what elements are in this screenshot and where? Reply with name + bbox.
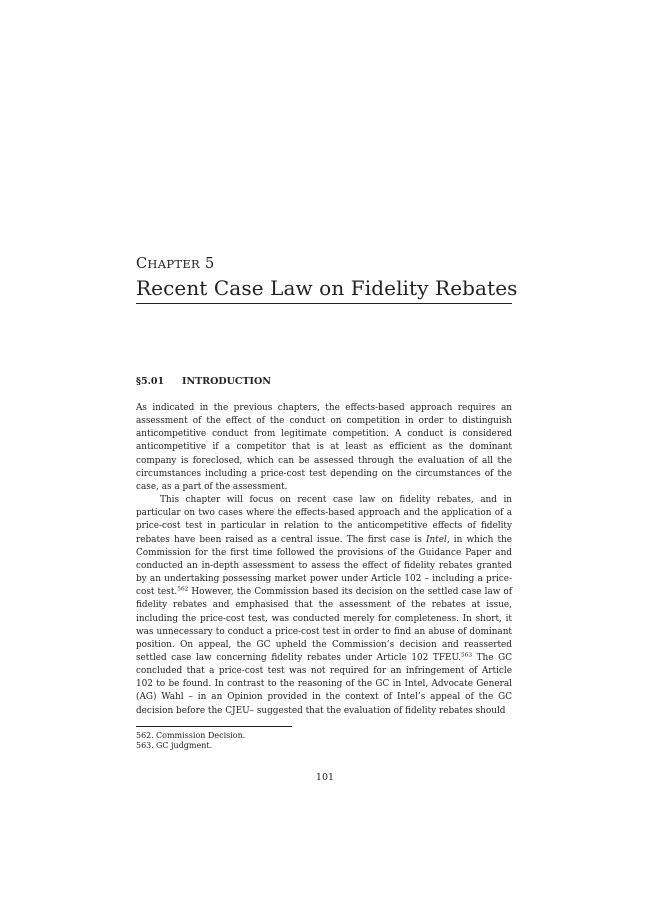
footnotes	[136, 731, 245, 751]
chapter-title: Recent Case Law on Fidelity Rebates	[136, 276, 518, 300]
paragraph-2: This chapter will focus on recent case law on fidelity rebates, and in particular on two cases where the effects-based approach and the application of a price-cost test in particular in relation to the anticompetitive effects of fidelity rebates have been raised as a central issue. The first case is Intel, in which the Commission for the first time followed the provisions of the Guidance Paper and conducted an in-depth assessment to assess the effect of fidelity rebates granted by an undertaking possessing market power under Article 102 – including a price-cost test.$^{562}$ However, the Commission based its decision on the settled case law of fidelity rebates and emphasised that the assessment of the rebates at issue, including the price-cost test, was conducted merely for completeness. In short, it was unnecessary to conduct a price-cost test in order to find an abuse of dominant position. On appeal, the GC upheld the Commission’s decision and reasserted settled case law concerning fidelity rebates under Article 102 TFEU.$^{563}$ The GC concluded that a price-cost test was not required for an infringement of Article 102 to be found. In contrast to the reasoning of the GC in Intel, Advocate General (AG) Wahl – in an Opinion provided in the context of Intel’s appeal of the GC decision before the CJEU– suggested that the evaluation of fidelity rebates should	[136, 495, 512, 716]
page-number: 101	[315, 772, 335, 783]
footnote-ref-563[interactable]: 563	[460, 652, 473, 659]
footnote-item: 562. Commission Decision.	[136, 731, 246, 740]
footnote-item: 563. GC judgment.	[136, 741, 213, 750]
section-number: §5.01	[136, 376, 165, 387]
title-rule	[136, 303, 512, 304]
paragraph-1: As indicated in the previous chapters, the effects-based approach requires an assessment of the effect of the conduct on competition in order to distinguish anticompetitive conduct from legitimate competition. A conduct is considered anticompetitive if a competitor that is at least as efficient as the dominant company is foreclosed, which can be assessed through the evaluation of all the circumstances including a price-cost test depending on the circumstances of the case, as a part of the assessment.	[136, 403, 512, 492]
section-heading	[136, 376, 271, 387]
footnote-ref-562[interactable]: 562	[177, 586, 189, 593]
case-name-intel: Intel	[425, 534, 447, 545]
section-title: INTRODUCTION	[182, 376, 271, 387]
chapter-label: CHAPTER 5	[136, 256, 215, 272]
body-text	[136, 402, 512, 718]
footnote-rule	[136, 726, 292, 727]
